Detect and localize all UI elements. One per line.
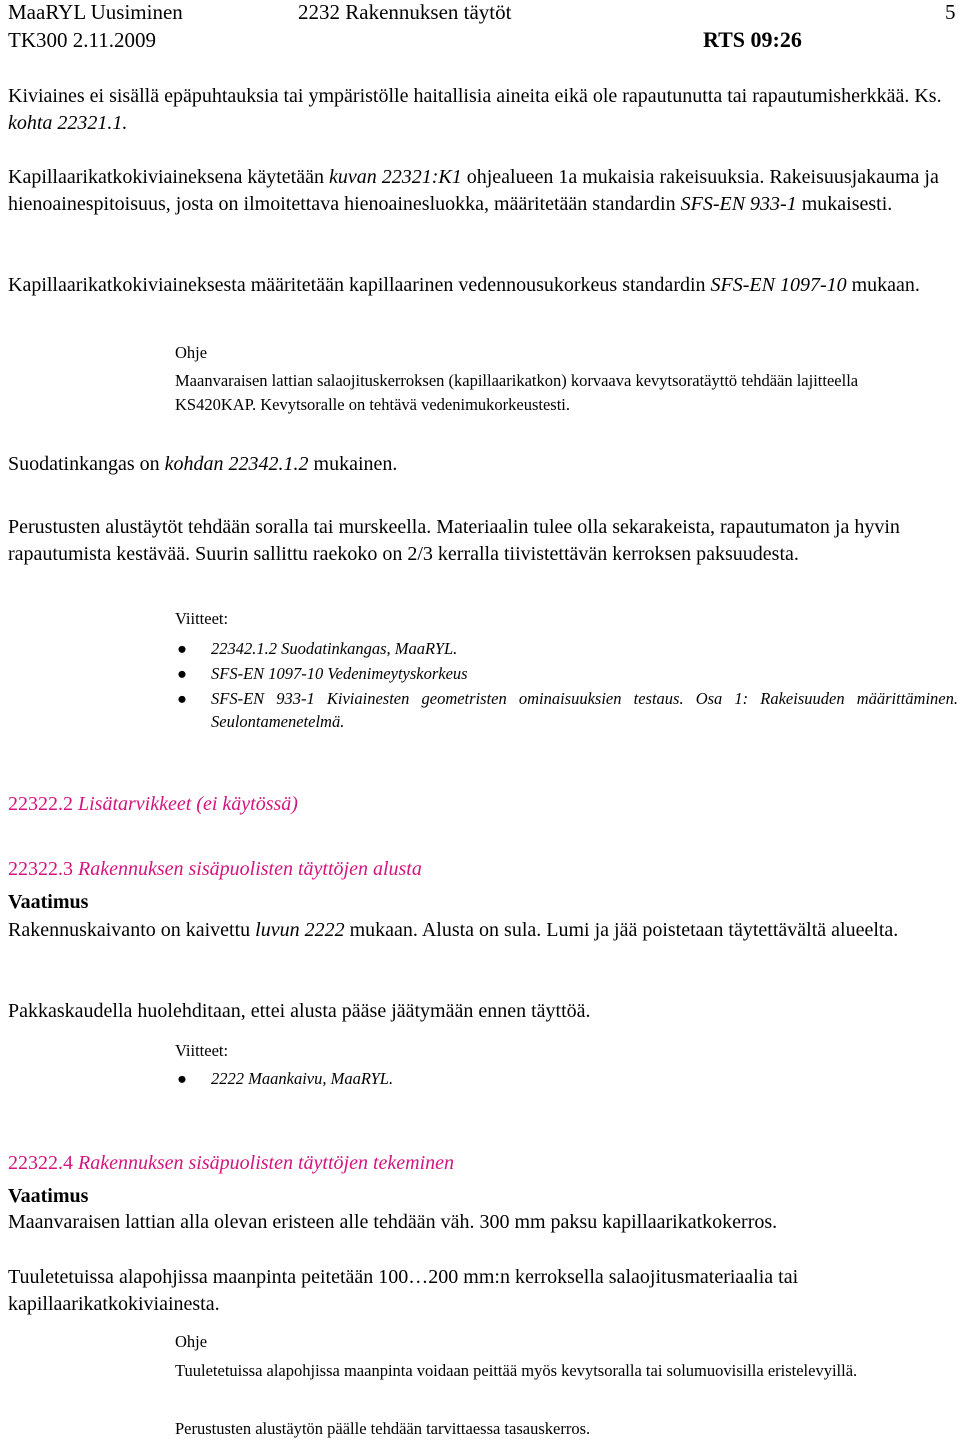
link-figure-22321-k1[interactable]: kuvan 22321:K1: [328, 166, 462, 188]
paragraph-insulation: Maanvaraisen lattian alla olevan eristeen alle tehdään väh. 300 mm paksu kapillaarikatkokerros.: [8, 1211, 778, 1233]
reference-item[interactable]: ● SFS-EN 1097-10 Vedenimeytyskorkeus: [177, 664, 468, 683]
header-org: MaaRYL Uusiminen: [8, 0, 183, 24]
paragraph-filter-fabric: Suodatinkangas on kohdan 22342.1.2 mukainen.: [8, 453, 398, 475]
header-title: 2232 Rakennuksen täytöt: [298, 0, 512, 24]
references-list: [175, 637, 958, 735]
guide-label: Ohje: [175, 343, 208, 362]
bullet-icon: ●: [177, 664, 187, 683]
paragraph-capillary: Kapillaarikatkokiviaineksena käytetään kuvan 22321:K1 ohjealueen 1a mukaisia rakeisuuksia. Rakeisuusjakauma ja hienoainespitoisuus, josta on ilmoitettava hienoainesluokka, määritetään standardin SFS-EN 933-1 mukaisesti.: [8, 166, 939, 215]
ref-sfs-en-933-1: SFS-EN 933-1: [680, 193, 797, 215]
paragraph-excavation: Rakennuskaivanto on kaivettu luvun 2222 mukaan. Alusta on sula. Lumi ja jää poistetaan täytettävältä alueelta.: [8, 919, 899, 941]
link-section-22342-1-2[interactable]: kohdan 22342.1.2: [164, 453, 309, 475]
paragraph-frost: Pakkaskaudella huolehditaan, ettei alusta pääse jäätymään ennen täyttöä.: [8, 1000, 591, 1022]
bullet-icon: ●: [177, 689, 187, 708]
section-heading-22322-2: 22322.2 Lisätarvikkeet (ei käytössä): [8, 793, 298, 815]
section-heading-22322-4: 22322.4 Rakennuksen sisäpuolisten täyttöjen tekeminen: [8, 1152, 455, 1174]
link-chapter-2222[interactable]: luvun 2222: [255, 919, 345, 941]
requirement-heading: Vaatimus: [8, 1185, 89, 1207]
reference-item[interactable]: ● 22342.1.2 Suodatinkangas, MaaRYL.: [177, 639, 458, 658]
guide-label: Ohje: [175, 1332, 208, 1351]
guide-text: Maanvaraisen lattian salaojituskerroksen (kapillaarikatkon) korvaava kevytsoratäyttö tehdään lajitteella KS420KAP. Kevytsoralle on tehtävä vedenimukorkeustesti.: [175, 371, 859, 414]
header-code: RTS 09:26: [703, 27, 802, 52]
bullet-icon: ●: [177, 1069, 187, 1088]
header-date: TK300 2.11.2009: [8, 28, 156, 52]
references-label: Viitteet:: [175, 1041, 229, 1060]
link-section-22321-1[interactable]: kohta 22321.1.: [8, 112, 128, 134]
section-heading-22322-3: 22322.3 Rakennuksen sisäpuolisten täyttöjen alusta: [8, 858, 422, 880]
page-number: 5: [945, 0, 956, 24]
references-list: [175, 1067, 958, 1092]
paragraph-foundation-fill: Perustusten alustäytöt tehdään soralla tai murskeella. Materiaalin tulee olla sekarakeista, rapautumaton ja hyvin rapautumista kestävää. Suurin sallittu raekoko on 2/3 kerralla tiivistettävän kerroksen paksuudesta.: [8, 516, 900, 565]
paragraph-capillary-rise: Kapillaarikatkokiviaineksesta määritetään kapillaarinen vedennousukorkeus standardin SFS-EN 1097-10 mukaan.: [8, 274, 920, 296]
ref-sfs-en-1097-10: SFS-EN 1097-10: [710, 274, 847, 296]
guide-text: Tuuletetuissa alapohjissa maanpinta voidaan peittää myös kevytsoralla tai solumuovisilla eristelevyillä.: [175, 1361, 858, 1380]
requirement-heading: Vaatimus: [8, 891, 89, 913]
paragraph-aggregate: Kiviaines ei sisällä epäpuhtauksia tai ympäristölle haitallisia aineita eikä ole rapautunutta tai rapautumisherkkää. Ks. kohta 22321.1.: [8, 85, 942, 134]
reference-item[interactable]: ● 2222 Maankaivu, MaaRYL.: [177, 1069, 394, 1088]
references-label: Viitteet:: [175, 609, 229, 628]
guide-text: Perustusten alustäytön päälle tehdään tarvittaessa tasauskerros.: [175, 1419, 591, 1438]
bullet-icon: ●: [177, 639, 187, 658]
reference-item[interactable]: ● SFS-EN 933-1 Kiviainesten geometristen ominaisuuksien testaus. Osa 1: Rakeisuuden määrittäminen. Seulontamenetelmä.: [177, 689, 958, 731]
paragraph-ventilated-floor: Tuuletetuissa alapohjissa maanpinta peitetään 100…200 mm:n kerroksella salaojitusmateriaalia tai kapillaarikatkokiviainesta.: [8, 1266, 799, 1315]
